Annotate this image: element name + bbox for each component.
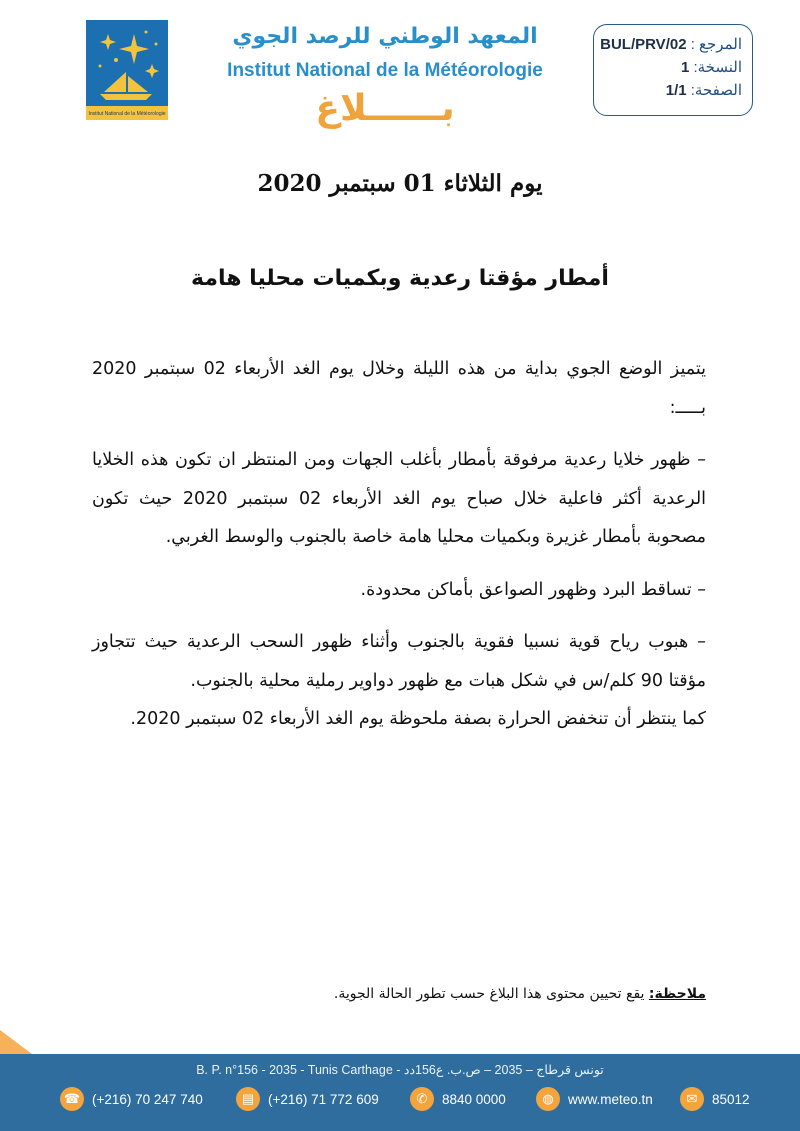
page-value: 1/1 <box>665 82 687 99</box>
fax-number: (+216) 71 772 609 <box>268 1091 379 1107</box>
reference-value: BUL/PRV/02 <box>600 36 687 53</box>
bulletin-headline: أمطار مؤقتا رعدية وبكميات محليا هامة <box>191 266 609 291</box>
note <box>92 986 706 1002</box>
sms-number: 85012 <box>712 1091 750 1107</box>
fax-icon: ▤ <box>236 1087 260 1111</box>
green-number: 8840 0000 <box>442 1091 506 1107</box>
intro-paragraph: يتميز الوضع الجوي بداية من هذه الليلة وخلال يوم الغد الأربعاء 02 سبتمبر 2020 بـــــ: <box>92 359 706 418</box>
reference-label: المرجع : <box>690 36 742 53</box>
footer-address: B. P. n°156 - 2035 - Tunis Carthage - تونس قرطاج – 2035 – ص.ب. ع156دد <box>196 1063 604 1077</box>
bulletin-date: يوم الثلاثاء 01 سبتمبر 2020 <box>257 170 543 197</box>
website-link[interactable]: www.meteo.tn <box>568 1091 653 1107</box>
contact-fax <box>236 1086 379 1112</box>
footer-contacts <box>60 1086 760 1112</box>
page-label: الصفحة: <box>690 82 742 99</box>
document-type-title: بــــــلاغ <box>315 88 455 129</box>
phone-icon: ☎ <box>60 1087 84 1111</box>
reference-box <box>593 24 753 116</box>
bulletin-body <box>92 350 706 739</box>
note-label: ملاحظة: <box>648 986 706 1002</box>
note-text: يقع تحيين محتوى هذا البلاغ حسب تطور الحالة الجوية. <box>333 986 649 1002</box>
sms-icon: ✉ <box>680 1087 704 1111</box>
page-line <box>594 79 742 102</box>
copy-line <box>594 56 742 79</box>
item-winds: – هبوب رياح قوية نسبيا فقوية بالجنوب وأثناء ظهور السحب الرعدية حيث تتجاوز مؤقتا 90 كلم/س في شكل هبات مع ظهور دواوير رملية محلية بالجنوب. <box>92 632 706 691</box>
contact-sms <box>680 1086 750 1112</box>
closing-paragraph: كما ينتظر أن تنخفض الحرارة بصفة ملحوظة يوم الغد الأربعاء 02 سبتمبر 2020. <box>130 709 706 729</box>
contact-website[interactable] <box>536 1086 653 1112</box>
contact-green-number <box>410 1086 506 1112</box>
item-thunderstorms: – ظهور خلايا رعدية مرفوقة بأمطار بأغلب الجهات ومن المنتظر ان تكون هذه الخلايا الرعدية أكثر فاعلية خلال صباح يوم الغد الأربعاء 02 سبتمبر 2020 حيث تكون مصحوبة بأمطار غزيرة وبكميات محليا هامة خاصة بالجنوب والوسط الغربي. <box>92 450 707 547</box>
reference-line <box>594 33 742 56</box>
institute-name-arabic: المعهد الوطني للرصد الجوي <box>232 24 538 49</box>
globe-icon: ◍ <box>536 1087 560 1111</box>
copy-label: النسخة: <box>693 59 742 76</box>
institute-name-french: Institut National de la Météorologie <box>227 60 543 81</box>
contact-phone <box>60 1086 203 1112</box>
copy-value: 1 <box>680 59 690 76</box>
phone-number: (+216) 70 247 740 <box>92 1091 203 1107</box>
call-center-icon: ✆ <box>410 1087 434 1111</box>
institute-logo <box>86 20 168 120</box>
item-hail: – تساقط البرد وظهور الصواعق بأماكن محدودة. <box>360 579 706 600</box>
svg-text:Institut National de la Météor: Institut National de la Météorologie <box>88 111 166 117</box>
